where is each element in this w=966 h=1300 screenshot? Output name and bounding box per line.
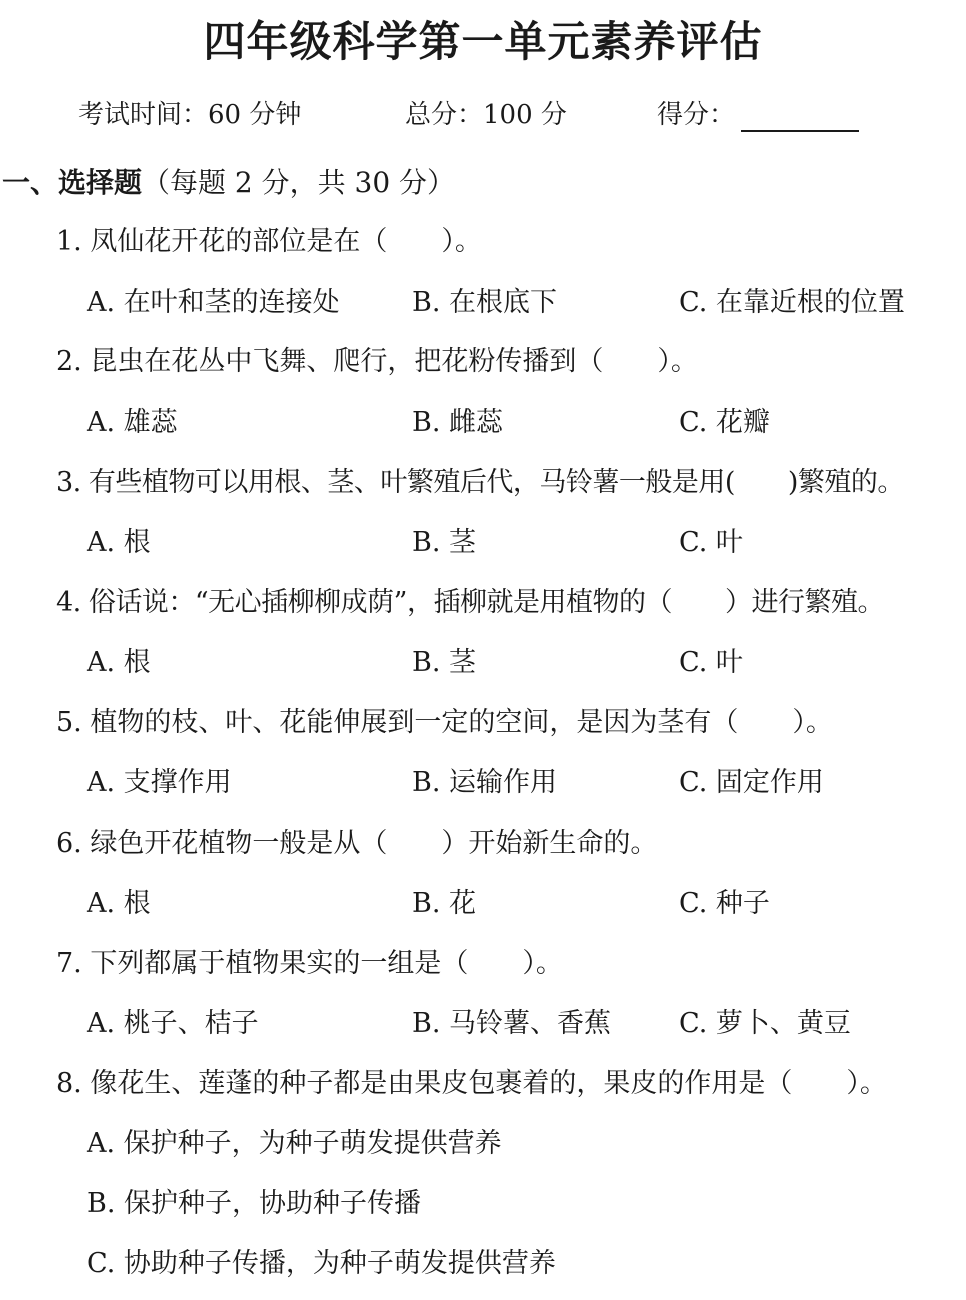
q6-option-a[interactable]: A. 根 xyxy=(87,888,151,919)
total-score: 总分：100 分 xyxy=(405,100,567,130)
section-note: （每题 2 分，共 30 分） xyxy=(142,166,456,199)
question-8: 8. 像花生、莲蓬的种子都是由果皮包裹着的，果皮的作用是（ ）。 xyxy=(56,1068,887,1099)
question-6: 6. 绿色开花植物一般是从（ ）开始新生命的。 xyxy=(56,828,658,859)
question-3: 3. 有些植物可以用根、茎、叶繁殖后代，马铃薯一般是用( )繁殖的。 xyxy=(56,467,904,498)
score-label: 得分： xyxy=(657,100,736,130)
section-heading-text: 一、选择题 xyxy=(2,166,143,199)
q8-option-a[interactable]: A. 保护种子，为种子萌发提供营养 xyxy=(87,1128,502,1159)
page-title: 四年级科学第一单元素养评估 xyxy=(203,17,763,66)
q8-option-c[interactable]: C. 协助种子传播，为种子萌发提供营养 xyxy=(87,1248,556,1279)
q3-option-b[interactable]: B. 茎 xyxy=(412,527,477,558)
score-blank[interactable] xyxy=(741,130,859,132)
q6-option-c[interactable]: C. 种子 xyxy=(679,888,770,919)
q7-option-c[interactable]: C. 萝卜、黄豆 xyxy=(679,1008,851,1039)
question-2: 2. 昆虫在花丛中飞舞、爬行，把花粉传播到（ ）。 xyxy=(56,346,698,377)
question-5: 5. 植物的枝、叶、花能伸展到一定的空间，是因为茎有（ ）。 xyxy=(56,707,833,738)
question-1: 1. 凤仙花开花的部位是在（ ）。 xyxy=(56,226,482,257)
q1-option-b[interactable]: B. 在根底下 xyxy=(412,287,558,318)
exam-time: 考试时间：60 分钟 xyxy=(78,100,302,130)
q5-option-a[interactable]: A. 支撑作用 xyxy=(87,767,232,798)
q7-option-a[interactable]: A. 桃子、桔子 xyxy=(87,1008,259,1039)
question-7: 7. 下列都属于植物果实的一组是（ ）。 xyxy=(56,948,563,979)
q2-option-c[interactable]: C. 花瓣 xyxy=(679,407,770,438)
q8-option-b[interactable]: B. 保护种子，协助种子传播 xyxy=(87,1188,422,1219)
q4-option-c[interactable]: C. 叶 xyxy=(679,647,743,678)
q2-option-a[interactable]: A. 雄蕊 xyxy=(87,407,178,438)
q1-option-a[interactable]: A. 在叶和茎的连接处 xyxy=(87,287,340,318)
q7-option-b[interactable]: B. 马铃薯、香蕉 xyxy=(412,1008,612,1039)
q2-option-b[interactable]: B. 雌蕊 xyxy=(412,407,504,438)
q4-option-b[interactable]: B. 茎 xyxy=(412,647,477,678)
q1-option-c[interactable]: C. 在靠近根的位置 xyxy=(679,287,905,318)
section-heading xyxy=(2,163,455,203)
q5-option-b[interactable]: B. 运输作用 xyxy=(412,767,558,798)
question-4: 4. 俗话说：“无心插柳柳成荫”，插柳就是用植物的（ ）进行繁殖。 xyxy=(56,587,884,618)
q3-option-a[interactable]: A. 根 xyxy=(87,527,151,558)
q6-option-b[interactable]: B. 花 xyxy=(412,888,477,919)
q3-option-c[interactable]: C. 叶 xyxy=(679,527,743,558)
q5-option-c[interactable]: C. 固定作用 xyxy=(679,767,824,798)
q4-option-a[interactable]: A. 根 xyxy=(87,647,151,678)
